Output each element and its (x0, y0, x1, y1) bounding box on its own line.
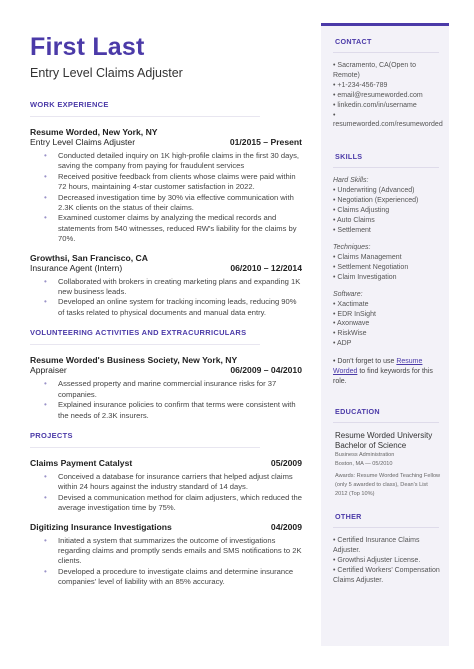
contact-phone: • +1-234-456-789 (333, 81, 388, 89)
candidate-title: Entry Level Claims Adjuster (30, 66, 183, 80)
list-item: • EDR InSight (333, 310, 376, 318)
list-item: • Negotiation (Experienced) (333, 197, 419, 205)
job-bullets (30, 277, 302, 319)
list-item: • Claims Adjusting (333, 207, 390, 215)
job-role: Insurance Agent (Intern) (30, 262, 123, 273)
skills-heading: SKILLS (335, 152, 363, 162)
project-entry (30, 458, 302, 514)
skills-group-label: Hard Skills: (333, 177, 369, 185)
education-degree: Bachelor of Science (335, 441, 407, 451)
tip-prefix: • Don't forget to use (333, 358, 395, 366)
resume-worded-link[interactable]: Resume Worded (333, 358, 423, 376)
list-item: • Settlement Negotiation (333, 263, 409, 271)
volunteer-entry (30, 355, 302, 421)
list-item: • Growthsi Adjuster License. (333, 556, 421, 564)
volunteer-bullets (30, 379, 302, 421)
volunteer-org: Resume Worded's Business Society, New York, NY (30, 355, 238, 366)
list-item: • Developed a procedure to investigate claims and determine insurance companies' level of liability with an 85% accuracy. (30, 567, 302, 588)
project-entry (30, 522, 302, 588)
contact-email[interactable]: • email@resumeworded.com (333, 91, 423, 99)
contact-list (321, 61, 449, 130)
section-divider (30, 116, 260, 117)
main-column (30, 34, 302, 588)
project-name: Digitizing Insurance Investigations (30, 521, 172, 532)
job-dates: 06/2010 – 12/2014 (230, 262, 302, 273)
section-divider (333, 422, 439, 423)
list-item: • Underwriting (Advanced) (333, 187, 415, 195)
education-heading: EDUCATION (335, 407, 380, 417)
job-dates: 01/2015 – Present (229, 137, 302, 147)
job-org: Resume Worded, New York, NY (30, 127, 158, 137)
skills-group-label: Techniques: (333, 243, 371, 251)
keyword-tip (321, 357, 449, 387)
volunteer-role: Appraiser (30, 365, 67, 376)
list-item: • Settlement (333, 226, 371, 234)
list-item: • Received positive feedback from clients whose claims were paid within 72 hours, maintaining 4-star customer satisfaction in 2022. (30, 172, 302, 193)
project-title-row (30, 458, 302, 469)
other-list (321, 536, 449, 586)
contact-linkedin[interactable]: • linkedin.com/in/username (333, 101, 417, 109)
job-org: Growthsi, San Francisco, CA (30, 252, 148, 263)
skills-list (321, 253, 449, 283)
education-location: Boston, MA — 05/2010 (335, 460, 393, 467)
job-role-row (30, 137, 302, 148)
project-bullets (30, 472, 302, 514)
projects-heading: PROJECTS (30, 430, 73, 440)
list-item: • Explained insurance policies to confirm that terms were consistent with the needs of 2.3K insurers. (30, 400, 302, 421)
job-role: Entry Level Claims Adjuster (30, 137, 136, 147)
list-item: • Certified Insurance Claims Adjuster. (333, 537, 420, 554)
job-entry (30, 127, 302, 245)
candidate-name: First Last (30, 33, 145, 61)
section-divider (30, 447, 260, 448)
list-item: • Claim Investigation (333, 273, 397, 281)
section-divider (333, 52, 439, 53)
list-item: • Conducted detailed inquiry on 1K high-profile claims in the first 30 days, saving the company from paying for fraudulent services (30, 151, 302, 172)
list-item: • Axonwave (333, 320, 370, 328)
work-experience-heading: WORK EXPERIENCE (30, 100, 109, 109)
tip-suffix: to find keywords for this role. (333, 368, 433, 386)
list-item: • ADP (333, 340, 352, 348)
list-item: • RiskWise (333, 330, 367, 338)
contact-website[interactable]: • resumeworded.com/resumeworded (333, 111, 443, 129)
skills-list (321, 186, 449, 236)
other-heading: OTHER (335, 512, 362, 522)
list-item: • Claims Management (333, 253, 402, 261)
project-title-row (30, 522, 302, 533)
list-item: • Collaborated with brokers in creating marketing plans and expanding 1K new business leads. (30, 277, 302, 298)
job-role-row (30, 263, 302, 274)
project-date: 04/2009 (270, 521, 302, 532)
list-item: • Conceived a database for insurance carriers that helped adjust claims within 24 hours against the industry standard of 14 days. (30, 472, 302, 493)
volunteer-role-row (30, 365, 302, 376)
list-item: • Initiated a system that summarizes the outcome of investigations regarding claims and promptly sends emails and SMS notifications to 2K clients. (30, 536, 302, 567)
education-major: Business Administration (335, 452, 395, 459)
project-date: 05/2009 (270, 457, 302, 468)
section-divider (30, 344, 260, 345)
education-awards: Awards: Resume Worded Teaching Fellow (only 5 awarded to class), Dean's List 2012 (Top 10%) (335, 473, 441, 497)
list-item: • Certified Workers' Compensation Claims Adjuster. (333, 566, 440, 584)
list-item: • Decreased investigation time by 30% via effective communication with 2.3K clients on the status of their claims. (30, 193, 302, 214)
project-name: Claims Payment Catalyst (30, 457, 133, 468)
sidebar (321, 23, 449, 646)
contact-location: • Sacramento, CA(Open to Remote) (333, 62, 416, 79)
section-divider (333, 167, 439, 168)
list-item: • Developed an online system for tracking incoming leads, reducing 90% of tasks related to physical documents and manual data entry. (30, 297, 302, 318)
education-school: Resume Worded University (335, 431, 433, 441)
skills-group-label: Software: (333, 290, 363, 298)
job-bullets (30, 151, 302, 245)
list-item: • Auto Claims (333, 217, 375, 225)
skills-list (321, 300, 449, 350)
job-entry (30, 253, 302, 319)
contact-heading: CONTACT (335, 37, 372, 46)
list-item: • Xactimate (333, 300, 369, 308)
list-item: • Assessed property and marine commercial insurance risks for 37 companies. (30, 379, 302, 400)
project-bullets (30, 536, 302, 588)
list-item: • Examined customer claims by analyzing the medical records and statements from 540 witnesses, reduced RW's liability for the claims by 70%. (30, 213, 302, 244)
list-item: • Devised a communication method for claim adjusters, which reduced the average investigation time by 75%. (30, 493, 302, 514)
volunteering-heading: VOLUNTEERING ACTIVITIES AND EXTRACURRICULARS (30, 328, 247, 338)
volunteer-dates: 06/2009 – 04/2010 (230, 365, 302, 376)
section-divider (333, 527, 439, 528)
